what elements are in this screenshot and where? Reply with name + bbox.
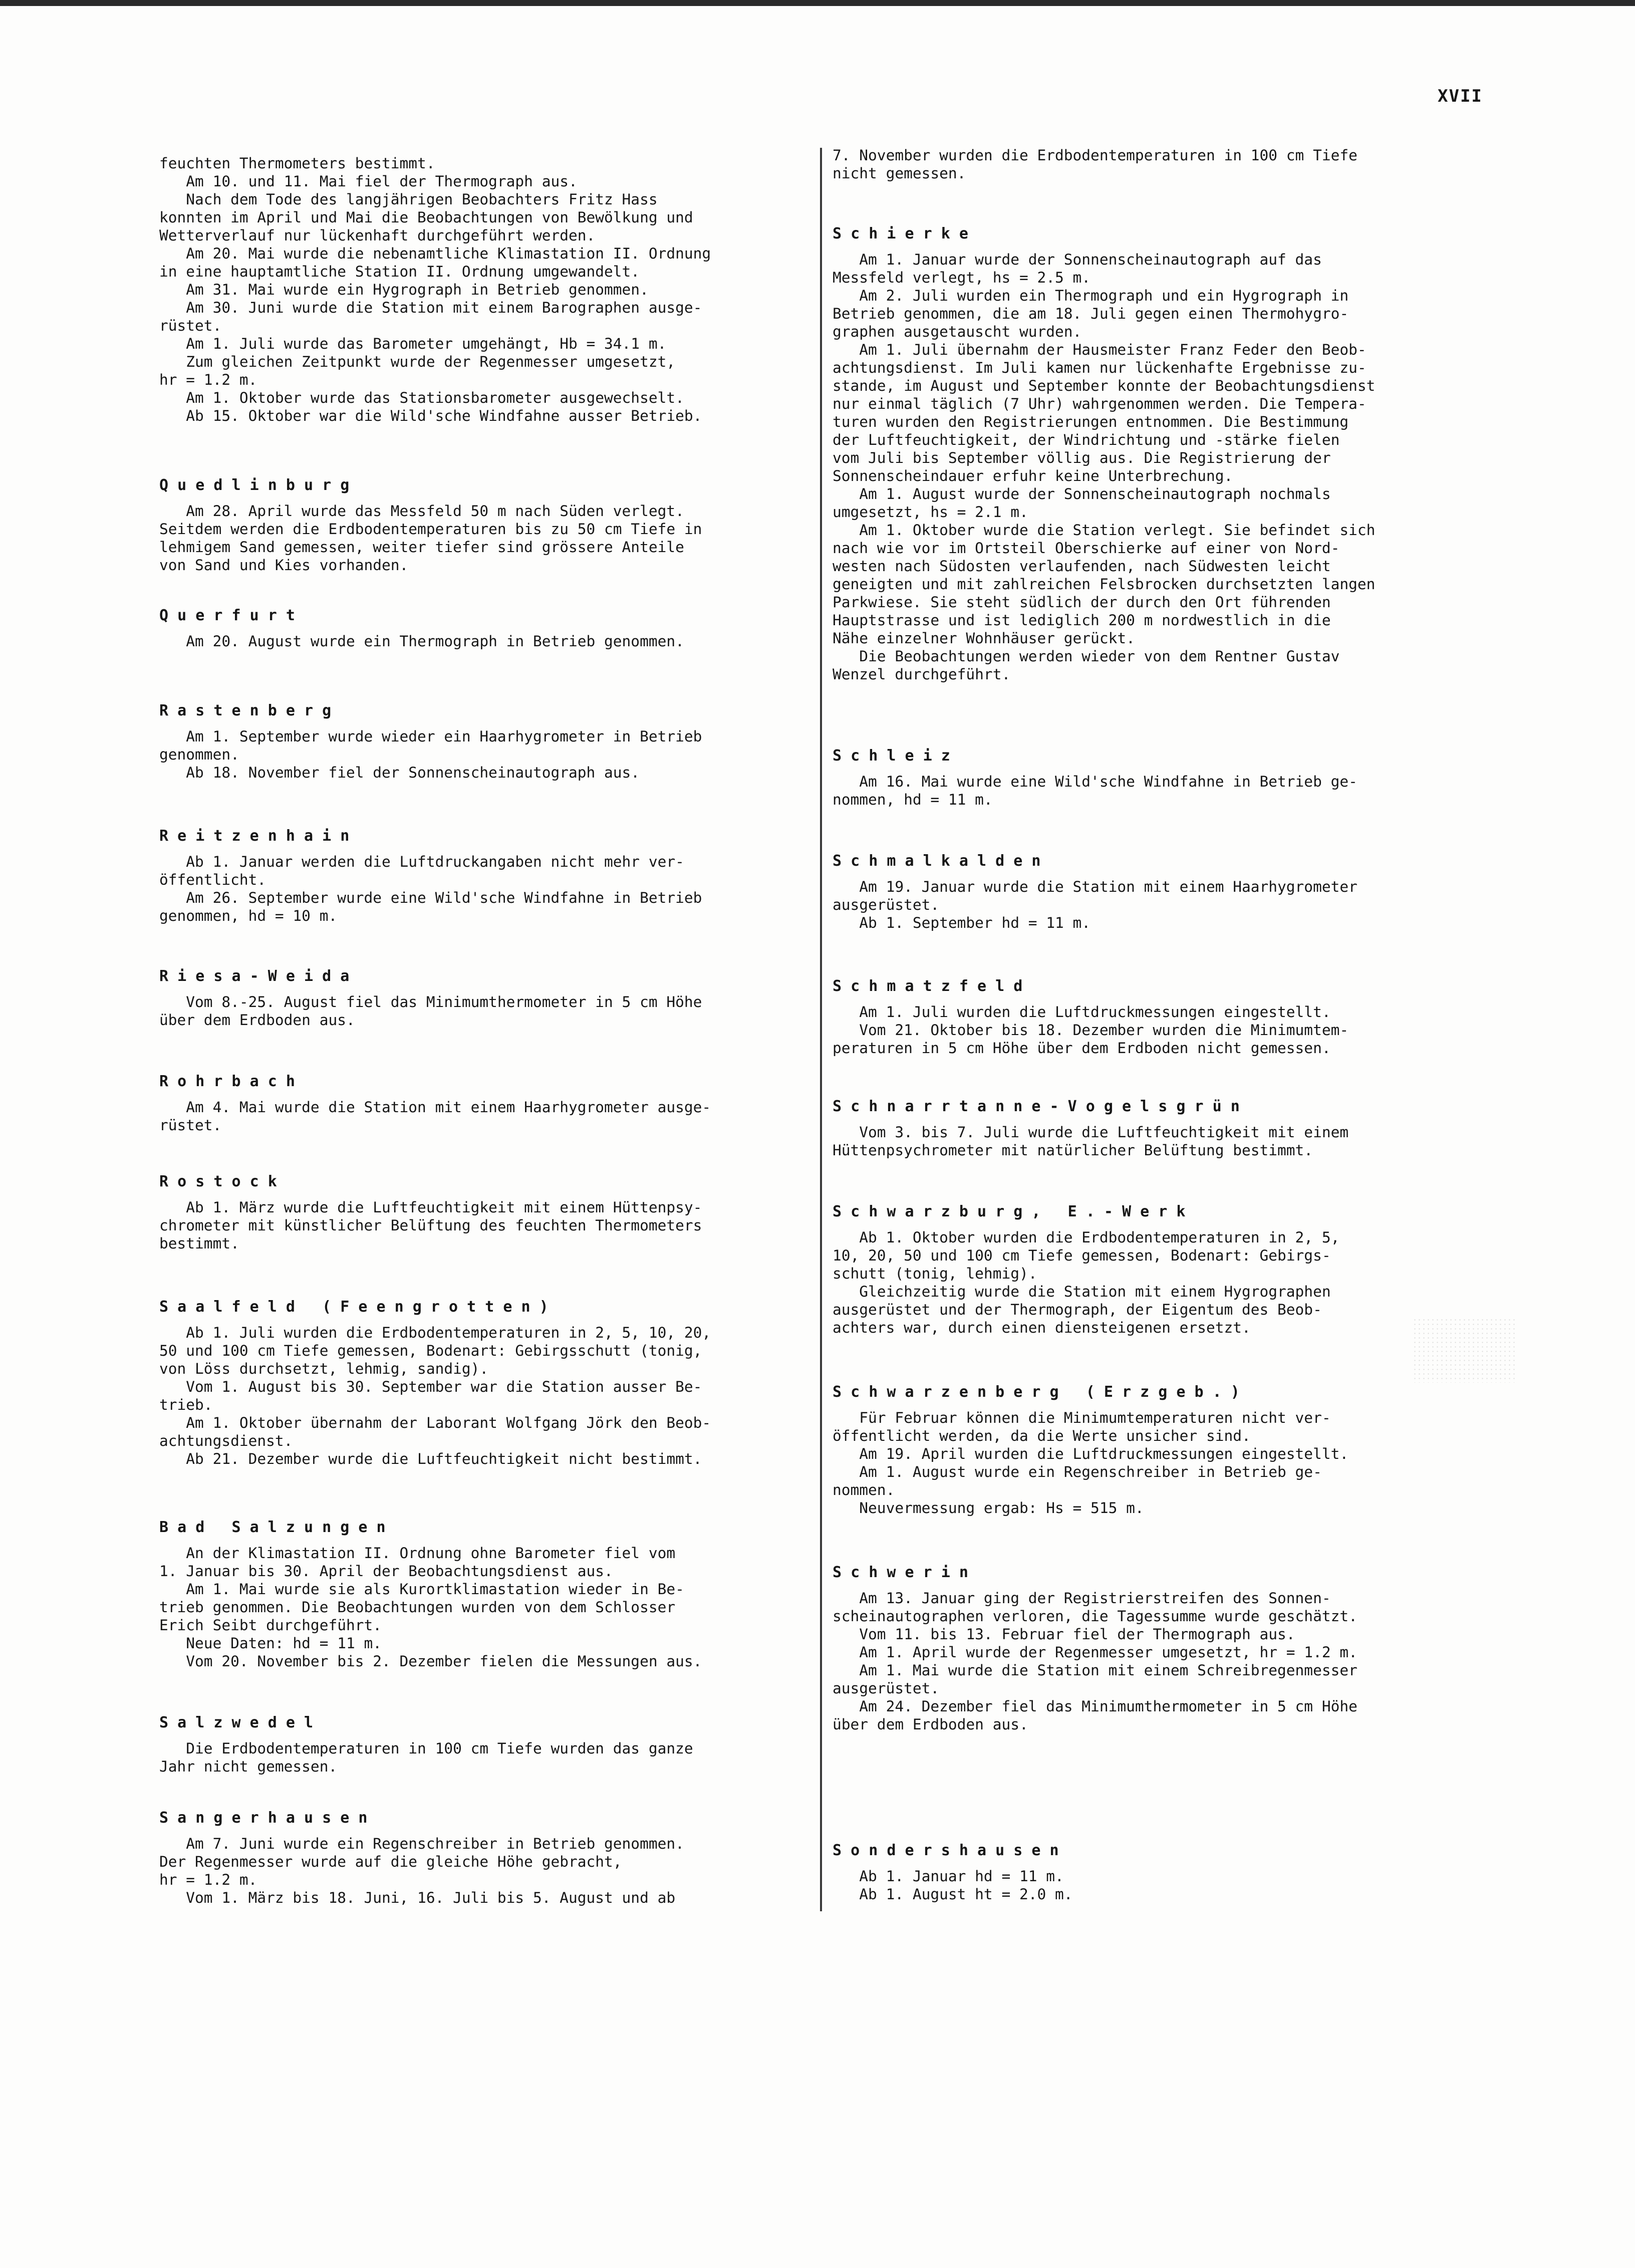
text-line: Gleichzeitig wurde die Station mit einem Hygrographen: [833, 1283, 1331, 1300]
text-line: Ab 1. September hd = 11 m.: [833, 914, 1091, 931]
station-heading: S c h m a t z f e l d: [833, 977, 1023, 995]
station-heading: S a n g e r h a u s e n: [159, 1809, 368, 1827]
text-line: Ab 21. Dezember wurde die Luftfeuchtigkeit nicht bestimmt.: [159, 1450, 702, 1467]
station-heading: R o s t o c k: [159, 1173, 277, 1190]
text-line: Für Februar können die Minimumtemperaturen nicht ver-: [833, 1409, 1331, 1426]
text-line: konnten im April und Mai die Beobachtungen von Bewölkung und: [159, 209, 693, 226]
text-line: Ab 1. Juli wurden die Erdbodentemperaturen in 2, 5, 10, 20,: [159, 1324, 711, 1341]
text-line: 1. Januar bis 30. April der Beobachtungsdienst aus.: [159, 1563, 613, 1580]
text-line: Am 26. September wurde eine Wild'sche Windfahne in Betrieb: [159, 889, 702, 906]
text-line: Nähe einzelner Wohnhäuser gerückt.: [833, 630, 1135, 647]
text-line: geneigten und mit zahlreichen Felsbrocken durchsetzten langen: [833, 576, 1376, 593]
text-line: Am 31. Mai wurde ein Hygrograph in Betrieb genommen.: [159, 281, 649, 298]
text-line: nommen.: [833, 1481, 895, 1498]
text-line: Nach dem Tode des langjährigen Beobachters Fritz Hass: [159, 191, 658, 208]
station-heading: R a s t e n b e r g: [159, 702, 332, 719]
text-line: Ab 1. Oktober wurden die Erdbodentemperaturen in 2, 5,: [833, 1229, 1340, 1246]
station-heading: S c h m a l k a l d e n: [833, 852, 1041, 870]
text-line: westen nach Südosten verlaufenden, nach Südwesten leicht: [833, 558, 1331, 575]
text-line: chrometer mit künstlicher Belüftung des feuchten Thermometers: [159, 1217, 702, 1234]
text-line: Seitdem werden die Erdbodentemperaturen bis zu 50 cm Tiefe in: [159, 521, 702, 538]
text-line: stande, im August und September konnte der Beobachtungsdienst: [833, 377, 1376, 394]
text-line: von Sand und Kies vorhanden.: [159, 557, 409, 574]
text-line: Parkwiese. Sie steht südlich der durch den Ort führenden: [833, 594, 1331, 611]
text-line: Am 28. April wurde das Messfeld 50 m nach Süden verlegt.: [159, 502, 684, 520]
text-line: Neuvermessung ergab: Hs = 515 m.: [833, 1499, 1144, 1517]
text-line: achtungsdienst. Im Juli kamen nur lückenhafte Ergebnisse zu-: [833, 359, 1367, 376]
text-line: Vom 11. bis 13. Februar fiel der Thermograph aus.: [833, 1626, 1295, 1643]
station-heading: B a d S a l z u n g e n: [159, 1519, 386, 1536]
text-line: Hüttenpsychrometer mit natürlicher Belüftung bestimmt.: [833, 1142, 1313, 1159]
column-divider: [820, 148, 822, 1911]
text-line: Vom 8.-25. August fiel das Minimumthermometer in 5 cm Höhe: [159, 993, 702, 1011]
text-line: Hauptstrasse und ist lediglich 200 m nordwestlich in die: [833, 612, 1331, 629]
text-line: nur einmal täglich (7 Uhr) wahrgenommen werden. Die Tempera-: [833, 395, 1367, 412]
text-line: turen wurden den Registrierungen entnommen. Die Bestimmung: [833, 413, 1349, 430]
text-line: Vom 1. März bis 18. Juni, 16. Juli bis 5. August und ab: [159, 1889, 676, 1906]
text-line: Am 20. August wurde ein Thermograph in Betrieb genommen.: [159, 633, 684, 650]
station-heading: Q u e d l i n b u r g: [159, 476, 350, 494]
text-line: Ab 1. Januar hd = 11 m.: [833, 1868, 1064, 1885]
text-line: ausgerüstet.: [833, 896, 940, 913]
text-line: Am 19. Januar wurde die Station mit einem Haarhygrometer: [833, 878, 1357, 895]
station-heading: R e i t z e n h a i n: [159, 827, 350, 845]
station-heading: S a l z w e d e l: [159, 1714, 314, 1731]
text-line: Am 1. Juli wurden die Luftdruckmessungen eingestellt.: [833, 1003, 1331, 1021]
text-line: hr = 1.2 m.: [159, 371, 257, 388]
text-line: Ab 15. Oktober war die Wild'sche Windfahne ausser Betrieb.: [159, 407, 702, 424]
text-line: über dem Erdboden aus.: [159, 1012, 355, 1029]
text-line: in eine hauptamtliche Station II. Ordnung umgewandelt.: [159, 263, 640, 280]
text-line: genommen, hd = 10 m.: [159, 907, 338, 924]
text-line: graphen ausgetauscht wurden.: [833, 323, 1082, 340]
text-line: Sonnenscheindauer erfuhr keine Unterbrechung.: [833, 467, 1233, 484]
text-line: umgesetzt, hs = 2.1 m.: [833, 503, 1028, 521]
text-line: Am 1. August wurde ein Regenschreiber in Betrieb ge-: [833, 1463, 1322, 1480]
text-line: Wetterverlauf nur lückenhaft durchgeführt werden.: [159, 227, 596, 244]
station-heading: S c h n a r r t a n n e - V o g e l s g r ü n: [833, 1098, 1240, 1115]
station-heading: R o h r b a c h: [159, 1073, 295, 1090]
text-line: Am 13. Januar ging der Registrierstreifen des Sonnen-: [833, 1590, 1331, 1607]
text-line: schutt (tonig, lehmig).: [833, 1265, 1037, 1282]
text-line: von Löss durchsetzt, lehmig, sandig).: [159, 1360, 489, 1377]
text-line: nommen, hd = 11 m.: [833, 791, 993, 808]
text-line: Am 1. Oktober wurde die Station verlegt. Sie befindet sich: [833, 522, 1376, 539]
text-line: Neue Daten: hd = 11 m.: [159, 1635, 382, 1652]
text-line: Am 1. Oktober übernahm der Laborant Wolfgang Jörk den Beob-: [159, 1414, 711, 1431]
text-line: Ab 1. Januar werden die Luftdruckangaben nicht mehr ver-: [159, 853, 684, 870]
text-line: genommen.: [159, 746, 239, 763]
text-line: bestimmt.: [159, 1235, 239, 1252]
text-line: Am 1. April wurde der Regenmesser umgesetzt, hr = 1.2 m.: [833, 1644, 1357, 1661]
text-line: nicht gemessen.: [833, 165, 966, 182]
text-line: Die Erdbodentemperaturen in 100 cm Tiefe wurden das ganze: [159, 1740, 693, 1757]
text-line: Am 19. April wurden die Luftdruckmessungen eingestellt.: [833, 1445, 1349, 1462]
text-line: 50 und 100 cm Tiefe gemessen, Bodenart: Gebirgsschutt (tonig,: [159, 1342, 702, 1359]
text-line: Vom 21. Oktober bis 18. Dezember wurden die Minimumtem-: [833, 1022, 1349, 1039]
text-line: Vom 3. bis 7. Juli wurde die Luftfeuchtigkeit mit einem: [833, 1124, 1349, 1141]
station-heading: S c h w a r z e n b e r g ( E r z g e b . ): [833, 1383, 1240, 1401]
text-line: Am 24. Dezember fiel das Minimumthermometer in 5 cm Höhe: [833, 1698, 1357, 1715]
text-line: trieb genommen. Die Beobachtungen wurden von dem Schlosser: [159, 1599, 676, 1616]
text-line: hr = 1.2 m.: [159, 1871, 257, 1888]
text-line: achtungsdienst.: [159, 1432, 293, 1449]
top-border-rule: [0, 0, 1635, 6]
text-line: Am 1. Oktober wurde das Stationsbarometer ausgewechselt.: [159, 389, 684, 406]
text-line: Vom 1. August bis 30. September war die Station ausser Be-: [159, 1378, 702, 1395]
text-line: achters war, durch einen diensteigenen ersetzt.: [833, 1319, 1251, 1336]
text-line: der Luftfeuchtigkeit, der Windrichtung und -stärke fielen: [833, 431, 1340, 448]
text-line: Betrieb genommen, die am 18. Juli gegen einen Thermohygro-: [833, 305, 1349, 322]
text-line: rüstet.: [159, 1117, 222, 1134]
text-line: Am 20. Mai wurde die nebenamtliche Klimastation II. Ordnung: [159, 245, 711, 262]
text-line: Am 1. Januar wurde der Sonnenscheinautograph auf das: [833, 251, 1322, 268]
text-line: Am 30. Juni wurde die Station mit einem Barographen ausge-: [159, 299, 702, 316]
text-line: vom Juli bis September völlig aus. Die Registrierung der: [833, 449, 1331, 466]
text-line: Wenzel durchgeführt.: [833, 666, 1011, 683]
text-line: trieb.: [159, 1396, 213, 1413]
text-line: Ab 1. März wurde die Luftfeuchtigkeit mit einem Hüttenpsy-: [159, 1199, 702, 1216]
text-line: scheinautographen verloren, die Tagessumme wurde geschätzt.: [833, 1608, 1357, 1625]
text-line: nach wie vor im Ortsteil Oberschierke auf einer von Nord-: [833, 540, 1340, 557]
text-line: Am 4. Mai wurde die Station mit einem Haarhygrometer ausge-: [159, 1099, 711, 1116]
text-line: Erich Seibt durchgeführt.: [159, 1617, 382, 1634]
station-heading: S c h w a r z b u r g , E . - W e r k: [833, 1203, 1186, 1220]
text-line: rüstet.: [159, 317, 222, 334]
text-line: Zum gleichen Zeitpunkt wurde der Regenmesser umgesetzt,: [159, 353, 676, 370]
text-line: öffentlicht.: [159, 871, 266, 888]
text-line: 7. November wurden die Erdbodentemperaturen in 100 cm Tiefe: [833, 147, 1357, 164]
station-heading: S o n d e r s h a u s e n: [833, 1842, 1059, 1859]
text-line: Messfeld verlegt, hs = 2.5 m.: [833, 269, 1091, 286]
station-heading: Q u e r f u r t: [159, 607, 295, 624]
text-line: Vom 20. November bis 2. Dezember fielen die Messungen aus.: [159, 1653, 702, 1670]
text-line: öffentlicht werden, da die Werte unsicher sind.: [833, 1427, 1251, 1444]
text-line: Der Regenmesser wurde auf die gleiche Höhe gebracht,: [159, 1853, 622, 1870]
station-heading: S c h w e r i n: [833, 1564, 968, 1581]
text-line: lehmigem Sand gemessen, weiter tiefer sind grössere Anteile: [159, 539, 684, 556]
text-line: Die Beobachtungen werden wieder von dem Rentner Gustav: [833, 648, 1340, 665]
text-line: Am 10. und 11. Mai fiel der Thermograph aus.: [159, 173, 578, 190]
text-line: Am 1. September wurde wieder ein Haarhygrometer in Betrieb: [159, 728, 702, 745]
text-line: Am 1. Mai wurde sie als Kurortklimastation wieder in Be-: [159, 1581, 684, 1598]
scan-speckle: [1413, 1318, 1518, 1383]
text-line: Am 16. Mai wurde eine Wild'sche Windfahne in Betrieb ge-: [833, 773, 1357, 790]
station-heading: S c h l e i z: [833, 747, 950, 765]
text-line: über dem Erdboden aus.: [833, 1716, 1028, 1733]
text-line: An der Klimastation II. Ordnung ohne Barometer fiel vom: [159, 1545, 676, 1562]
station-heading: S c h i e r k e: [833, 225, 968, 242]
text-line: Jahr nicht gemessen.: [159, 1758, 338, 1775]
station-heading: R i e s a - W e i d a: [159, 967, 350, 985]
text-line: Ab 1. August ht = 2.0 m.: [833, 1886, 1073, 1903]
station-heading: S a a l f e l d ( F e e n g r o t t e n ): [159, 1298, 549, 1316]
text-line: Am 1. August wurde der Sonnenscheinautograph nochmals: [833, 485, 1331, 502]
text-line: 10, 20, 50 und 100 cm Tiefe gemessen, Bodenart: Gebirgs-: [833, 1247, 1331, 1264]
text-line: Am 2. Juli wurden ein Thermograph und ein Hygrograph in: [833, 287, 1349, 304]
text-line: Ab 18. November fiel der Sonnenscheinautograph aus.: [159, 764, 640, 781]
text-line: Am 1. Juli übernahm der Hausmeister Franz Feder den Beob-: [833, 341, 1367, 358]
text-line: feuchten Thermometers bestimmt.: [159, 155, 435, 172]
text-line: ausgerüstet.: [833, 1680, 940, 1697]
page-number: XVII: [1438, 86, 1483, 106]
text-line: peraturen in 5 cm Höhe über dem Erdboden nicht gemessen.: [833, 1040, 1331, 1057]
text-line: Am 1. Mai wurde die Station mit einem Schreibregenmesser: [833, 1662, 1357, 1679]
text-line: Am 7. Juni wurde ein Regenschreiber in Betrieb genommen.: [159, 1835, 684, 1852]
text-line: ausgerüstet und der Thermograph, der Eigentum des Beob-: [833, 1301, 1322, 1318]
text-line: Am 1. Juli wurde das Barometer umgehängt, Hb = 34.1 m.: [159, 335, 667, 352]
